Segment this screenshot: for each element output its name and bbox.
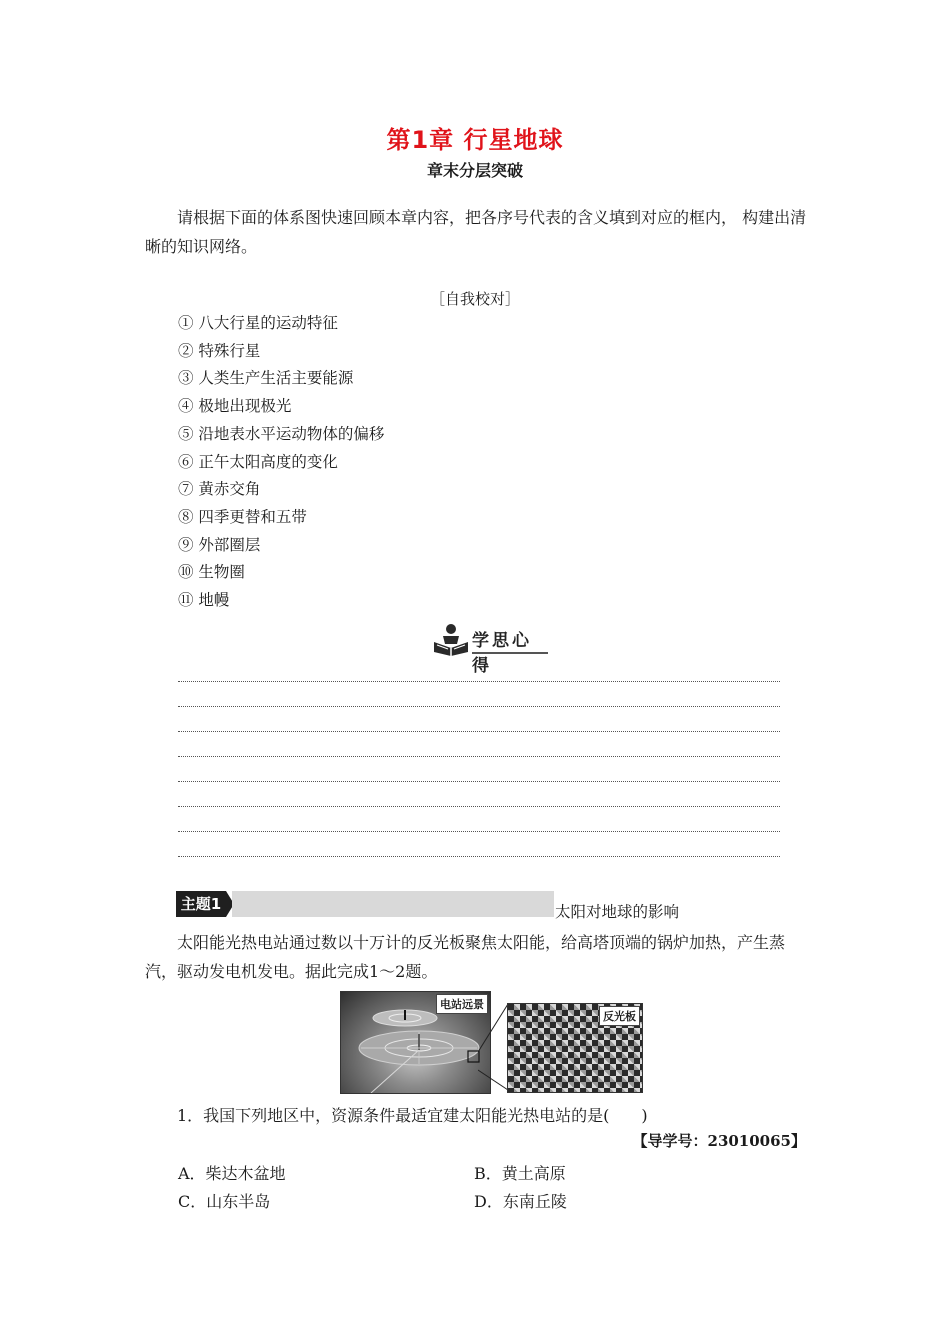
option-d[interactable]: D．东南丘陵 (474, 1192, 567, 1211)
note-line[interactable] (178, 782, 780, 807)
note-line[interactable] (178, 832, 780, 857)
chapter-subtitle: 章末分层突破 (426, 161, 523, 180)
self-check-item: ⑨ 外部圈层 (178, 535, 261, 554)
reflector-panel-label: 反光板 (599, 1006, 640, 1026)
power-station-photo (340, 991, 491, 1094)
self-check-item: ④ 极地出现极光 (178, 397, 292, 416)
guide-number: 【导学号：23010065】 (632, 1132, 806, 1150)
self-check-item: ⑤ 沿地表水平运动物体的偏移 (178, 424, 385, 443)
option-a[interactable]: A．柴达木盆地 (178, 1164, 286, 1183)
self-check-list (178, 310, 384, 615)
chapter-title: 第1章 行星地球 (386, 126, 564, 154)
self-check-heading: ［自我校对］ (429, 290, 520, 308)
topic-bar (232, 891, 554, 917)
self-check-item: ① 八大行星的运动特征 (178, 314, 338, 332)
self-check-item: ⑧ 四季更替和五带 (178, 507, 307, 526)
reflection-badge (432, 622, 550, 676)
question-1-stem: 1．我国下列地区中，资源条件最适宜建太阳能光热电站的是( ) (177, 1106, 648, 1125)
self-check-item: ② 特殊行星 (178, 341, 261, 360)
topic-name: 太阳对地球的影响 (555, 903, 680, 921)
option-b[interactable]: B．黄土高原 (474, 1164, 566, 1183)
reflection-label: 学思心得 (472, 631, 532, 676)
self-check-item: ⑦ 黄赤交角 (178, 480, 261, 499)
note-line[interactable] (178, 707, 780, 732)
topic-passage: 太阳能光热电站通过数以十万计的反光板聚焦太阳能，给高塔顶端的锅炉加热，产生蒸汽，驱动发电机发电。据此完成1～2题。 (145, 933, 786, 981)
notes-lines[interactable] (178, 681, 780, 857)
note-line[interactable] (178, 807, 780, 832)
reflector-panel-photo (507, 1003, 643, 1093)
self-check-item: ⑩ 生物圈 (178, 563, 245, 582)
topic-label: 主题1 (176, 891, 226, 917)
self-check-item: ⑥ 正午太阳高度的变化 (178, 452, 338, 471)
option-c[interactable]: C．山东半岛 (178, 1192, 271, 1211)
power-station-label: 电站远景 (436, 994, 488, 1014)
reading-person-icon (432, 622, 470, 656)
note-line[interactable] (178, 732, 780, 757)
self-check-item: ⑪ 地幔 (178, 591, 230, 610)
intro-paragraph: 请根据下面的体系图快速回顾本章内容，把各序号代表的含义填到对应的框内， 构建出清晰的知识网络。 (145, 208, 807, 256)
self-check-item: ③ 人类生产生活主要能源 (178, 369, 354, 388)
note-line[interactable] (178, 682, 780, 707)
note-line[interactable] (178, 757, 780, 782)
reflection-underline (472, 652, 548, 654)
